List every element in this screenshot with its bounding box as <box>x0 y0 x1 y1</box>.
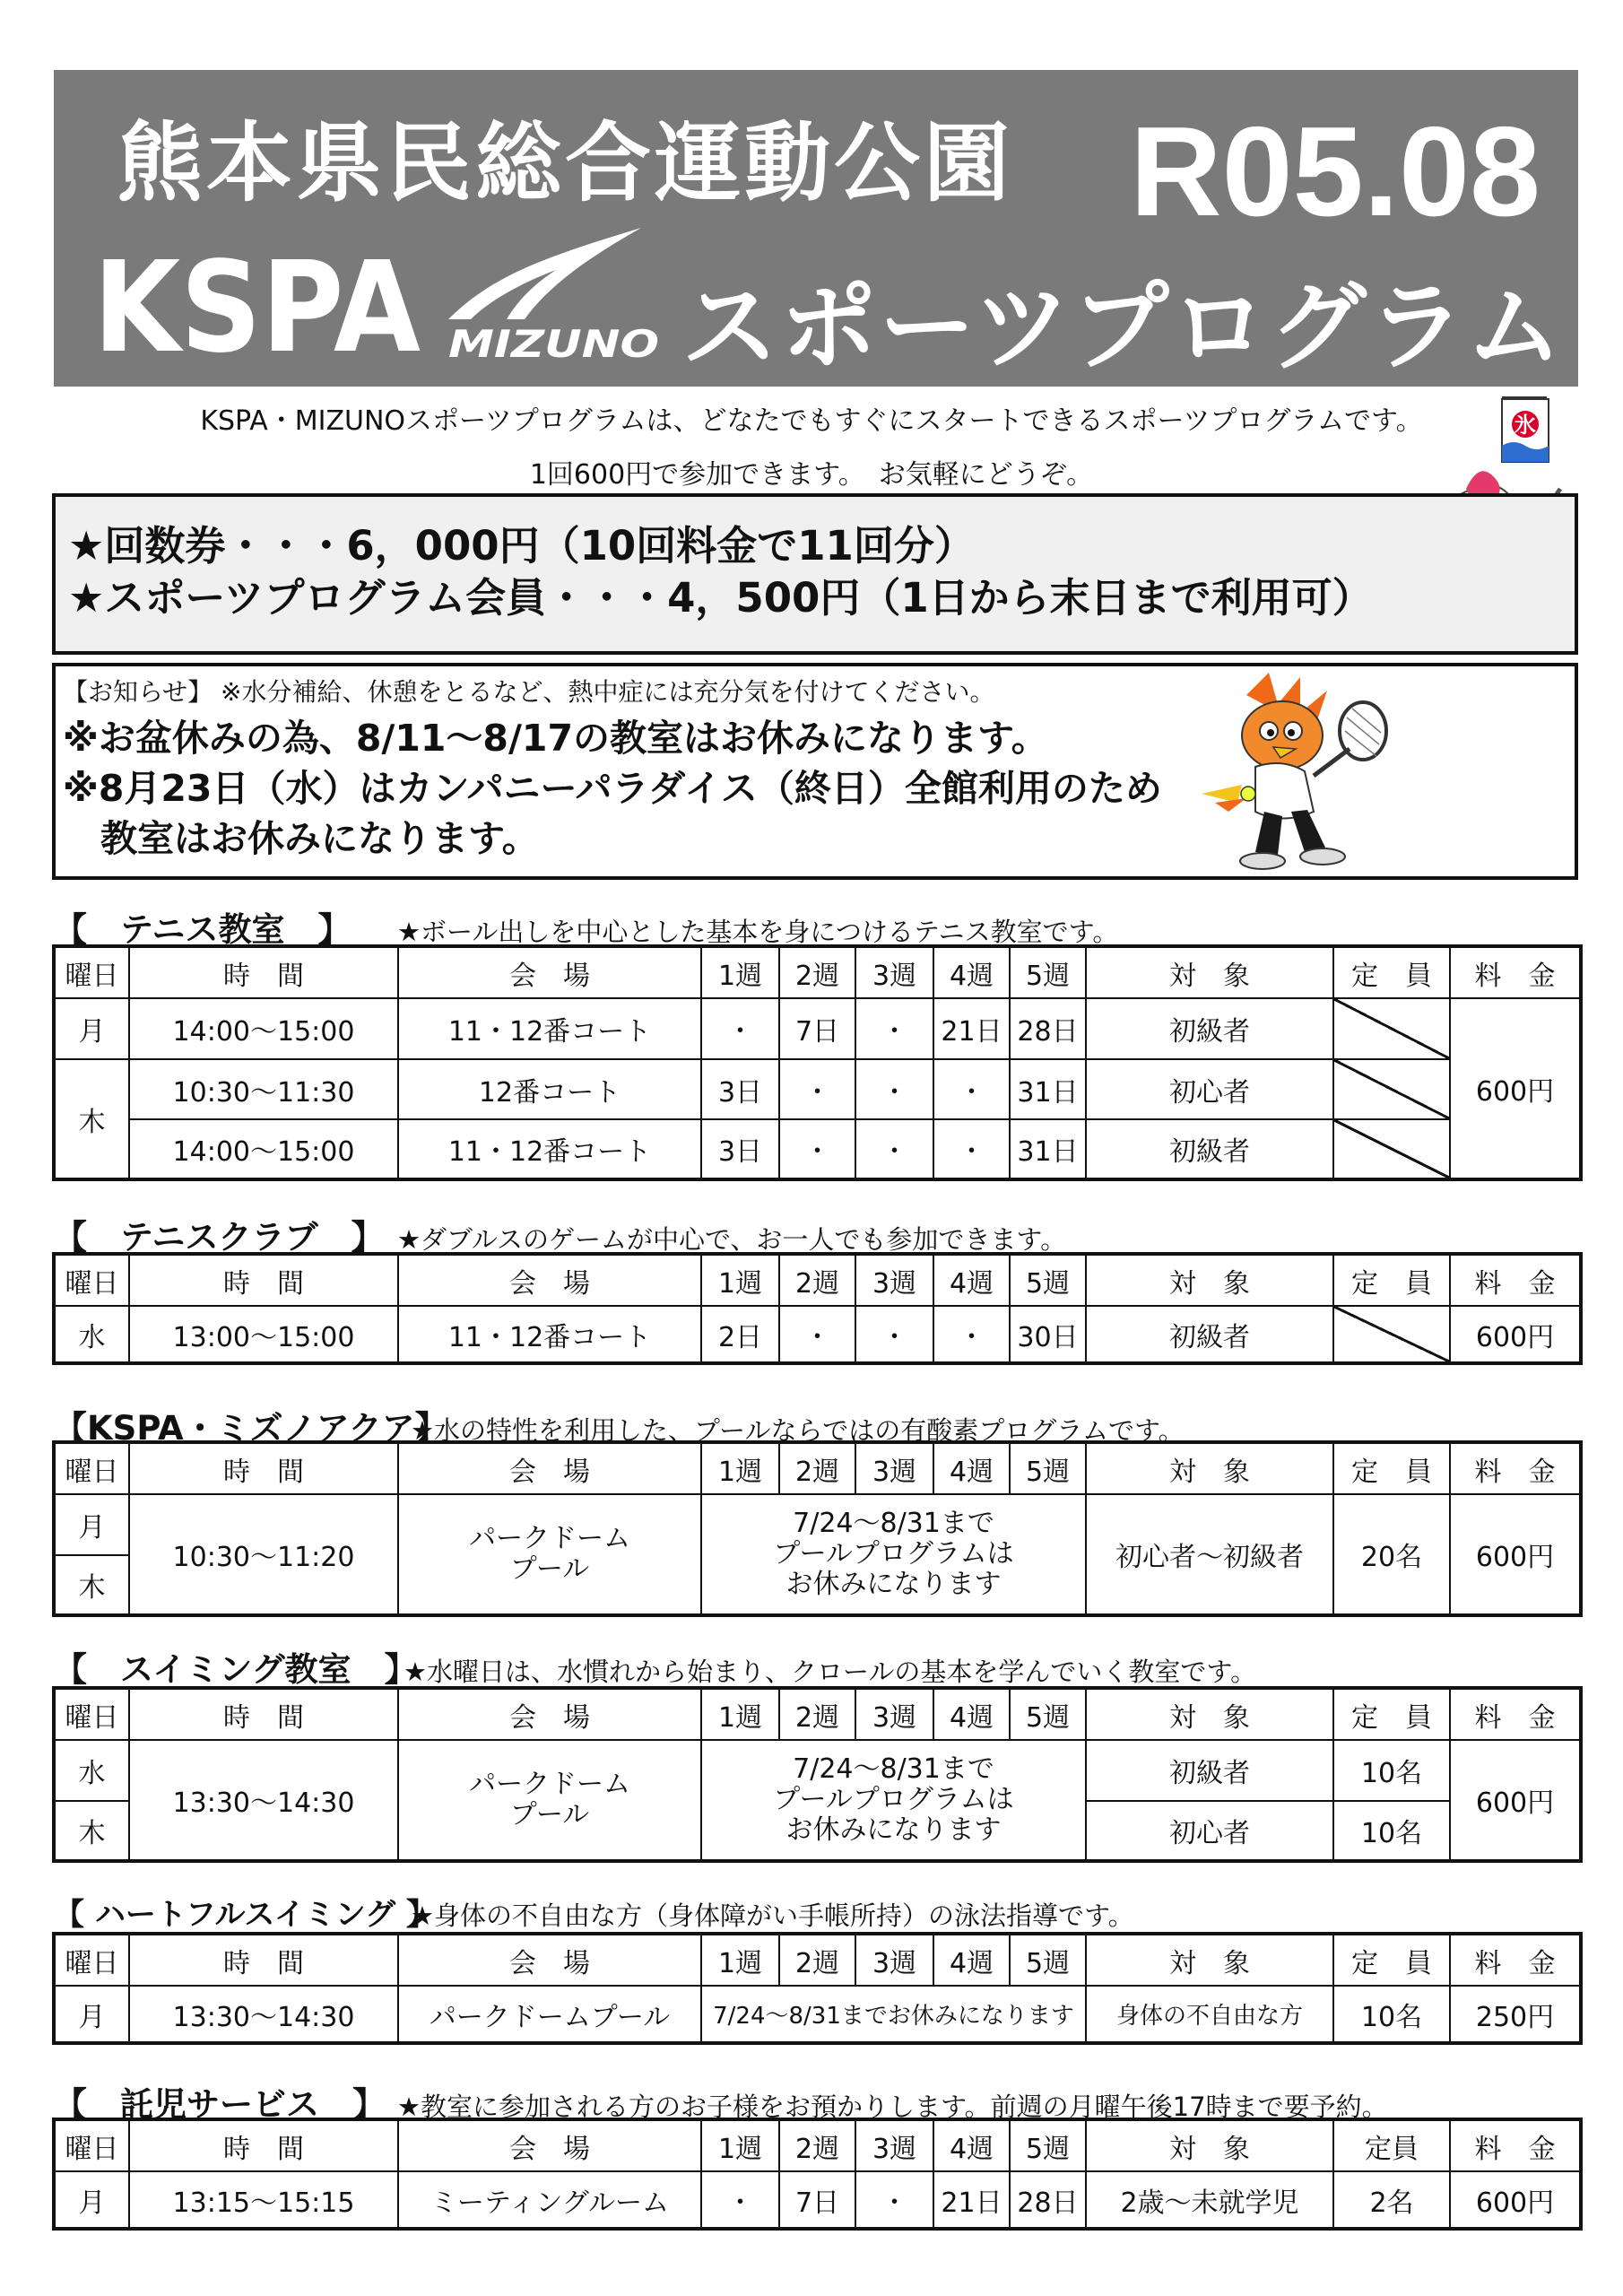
week1-cell: 3日 <box>701 1119 779 1179</box>
col-target: 対 象 <box>1086 1934 1333 1986</box>
col-week1: 1週 <box>701 2119 779 2171</box>
park-name: 熊本県民総合運動公園 <box>117 113 1013 213</box>
col-time: 時 間 <box>129 1688 398 1740</box>
col-capacity: 定 員 <box>1333 1934 1450 1986</box>
program-title: スポーツプログラム <box>681 272 1565 384</box>
col-venue: 会 場 <box>398 1688 701 1740</box>
tennis-club-header <box>54 1210 1066 1258</box>
col-week3: 3週 <box>855 1934 933 1986</box>
col-day: 曜日 <box>54 1934 129 1986</box>
day-cell: 木 <box>54 1801 129 1861</box>
kspa-logo <box>93 245 425 361</box>
col-week2: 2週 <box>779 1934 855 1986</box>
week2-cell: 7日 <box>779 2171 855 2229</box>
table-row <box>54 1740 1581 1801</box>
week3-cell: ・ <box>855 998 933 1059</box>
col-week2: 2週 <box>779 1254 855 1306</box>
day-cell: 水 <box>54 1740 129 1801</box>
time-cell: 13:30～14:30 <box>129 1740 398 1861</box>
company-event-notice: ※8月23日（水）はカンパニーパラダイス（終日）全館利用のため <box>63 767 1162 810</box>
week1-cell: 2日 <box>701 1306 779 1363</box>
day-cell: 月 <box>54 1494 129 1555</box>
week5-cell: 28日 <box>1010 2171 1086 2229</box>
time-cell: 14:00～15:00 <box>129 1119 398 1179</box>
col-capacity: 定 員 <box>1333 946 1450 998</box>
col-week1: 1週 <box>701 1442 779 1494</box>
table-row <box>54 1494 1581 1555</box>
company-event-notice-cont: 教室はお休みになります。 <box>100 817 539 860</box>
mizuno-logo <box>439 221 664 364</box>
venue-cell: 11・12番コート <box>398 1119 701 1179</box>
table-header-row <box>54 2119 1581 2171</box>
week3-cell: ・ <box>855 1119 933 1179</box>
venue-cell: 12番コート <box>398 1059 701 1119</box>
time-cell: 13:30～14:30 <box>129 1986 398 2043</box>
col-week2: 2週 <box>779 946 855 998</box>
col-day: 曜日 <box>54 1442 129 1494</box>
kakigori-flag-icon <box>1502 397 1549 462</box>
col-venue: 会 場 <box>398 1934 701 1986</box>
col-week1: 1週 <box>701 1254 779 1306</box>
swimming-table <box>52 1686 1583 1863</box>
col-week4: 4週 <box>933 2119 1010 2171</box>
col-week4: 4週 <box>933 1688 1010 1740</box>
col-week3: 3週 <box>855 1442 933 1494</box>
notice-line: お休みになります <box>785 1569 1002 1600</box>
fee-cell: 600円 <box>1450 2171 1581 2229</box>
col-week5: 5週 <box>1010 946 1086 998</box>
capacity-cell: 20名 <box>1333 1494 1450 1615</box>
notice-line: プールプログラムは <box>773 1538 1014 1570</box>
day-cell: 木 <box>54 1059 129 1179</box>
col-time: 時 間 <box>129 1254 398 1306</box>
week5-cell: 28日 <box>1010 998 1086 1059</box>
target-cell: 初級者 <box>1086 1119 1333 1179</box>
col-target: 対 象 <box>1086 2119 1333 2171</box>
table-row <box>54 998 1581 1059</box>
col-week4: 4週 <box>933 1442 1010 1494</box>
pool-closure-notice <box>701 1740 1086 1861</box>
capacity-cell: 10名 <box>1333 1740 1450 1801</box>
fee-cell: 600円 <box>1450 1740 1581 1861</box>
header-banner <box>54 70 1578 387</box>
week2-cell: ・ <box>779 1119 855 1179</box>
venue-cell <box>398 1740 701 1861</box>
section-description: ★ボール出しを中心とした基本を身につけるテニス教室です。 <box>397 917 1119 947</box>
target-cell: 初級者 <box>1086 998 1333 1059</box>
target-cell: 身体の不自由な方 <box>1086 1986 1333 2043</box>
table-row <box>54 1119 1581 1179</box>
table-header-row <box>54 946 1581 998</box>
section-title: 【 スイミング教室 】 <box>54 1650 418 1689</box>
col-day: 曜日 <box>54 946 129 998</box>
target-cell: 初級者 <box>1086 1740 1333 1801</box>
target-cell: 初心者 <box>1086 1059 1333 1119</box>
col-week5: 5週 <box>1010 1688 1086 1740</box>
col-week5: 5週 <box>1010 1254 1086 1306</box>
capacity-cell-empty <box>1333 1119 1450 1179</box>
col-venue: 会 場 <box>398 1254 701 1306</box>
venue-cell: 11・12番コート <box>398 998 701 1059</box>
col-week5: 5週 <box>1010 2119 1086 2171</box>
notice-line: プールプログラムは <box>773 1784 1014 1815</box>
col-capacity: 定 員 <box>1333 1688 1450 1740</box>
col-week2: 2週 <box>779 1442 855 1494</box>
col-fee: 料 金 <box>1450 1442 1581 1494</box>
col-target: 対 象 <box>1086 1254 1333 1306</box>
week5-cell: 30日 <box>1010 1306 1086 1363</box>
day-cell: 月 <box>54 1986 129 2043</box>
col-capacity: 定 員 <box>1333 1254 1450 1306</box>
col-target: 対 象 <box>1086 1688 1333 1740</box>
week1-cell: 3日 <box>701 1059 779 1119</box>
ice-kanji-icon: 氷 <box>1515 413 1536 438</box>
pricing-box <box>52 493 1578 655</box>
target-cell: 初級者 <box>1086 1306 1333 1363</box>
week3-cell: ・ <box>855 1059 933 1119</box>
time-cell: 13:15～15:15 <box>129 2171 398 2229</box>
edition-label: R05.08 <box>1130 100 1541 243</box>
col-fee: 料 金 <box>1450 1254 1581 1306</box>
col-week4: 4週 <box>933 946 1010 998</box>
col-time: 時 間 <box>129 1442 398 1494</box>
col-week2: 2週 <box>779 1688 855 1740</box>
section-description: ★身体の不自由な方（身体障がい手帳所持）の泳法指導です。 <box>411 1900 1134 1931</box>
week1-cell: ・ <box>701 2171 779 2229</box>
venue-line: パークドーム <box>469 1523 630 1554</box>
col-week2: 2週 <box>779 2119 855 2171</box>
section-title: 【 テニスクラブ 】 <box>54 1218 385 1257</box>
col-time: 時 間 <box>129 946 398 998</box>
col-day: 曜日 <box>54 1688 129 1740</box>
venue-line: プール <box>509 1799 590 1831</box>
fee-cell: 600円 <box>1450 1494 1581 1615</box>
section-title: 【 ハートフルスイミング 】 <box>54 1897 437 1933</box>
target-cell: 2歳～未就学児 <box>1086 2171 1333 2229</box>
day-cell: 月 <box>54 998 129 1059</box>
table-row <box>54 1059 1581 1119</box>
venue-line: パークドーム <box>469 1769 630 1800</box>
table-row <box>54 1306 1581 1363</box>
ticket-price: ★回数券・・・6，000円（10回料金で11回分） <box>68 522 975 570</box>
kspa-logo-text: KSPA <box>93 245 421 361</box>
week2-cell: 7日 <box>779 998 855 1059</box>
time-cell: 13:00～15:00 <box>129 1306 398 1363</box>
table-header-row <box>54 1442 1581 1494</box>
day-cell: 木 <box>54 1555 129 1615</box>
col-week4: 4週 <box>933 1934 1010 1986</box>
venue-cell <box>398 1494 701 1615</box>
fee-cell: 600円 <box>1450 998 1581 1179</box>
pool-closure-notice: 7/24～8/31までお休みになります <box>701 1986 1086 2043</box>
col-venue: 会 場 <box>398 946 701 998</box>
notice-line: お休みになります <box>785 1814 1002 1846</box>
target-cell: 初心者 <box>1086 1801 1333 1861</box>
col-time: 時 間 <box>129 2119 398 2171</box>
table-header-row <box>54 1934 1581 1986</box>
target-cell: 初心者～初級者 <box>1086 1494 1333 1615</box>
tennis-class-table <box>52 944 1583 1181</box>
col-fee: 料 金 <box>1450 1934 1581 1986</box>
col-target: 対 象 <box>1086 946 1333 998</box>
col-fee: 料 金 <box>1450 1688 1581 1740</box>
pool-closure-notice <box>701 1494 1086 1615</box>
col-day: 曜日 <box>54 2119 129 2171</box>
section-description: ★ダブルスのゲームが中心で、お一人でも参加できます。 <box>397 1224 1067 1255</box>
col-week3: 3週 <box>855 946 933 998</box>
col-venue: 会 場 <box>398 2119 701 2171</box>
day-cell: 水 <box>54 1306 129 1363</box>
heatstroke-notice: 【お知らせ】 ※水分補給、休憩をとるなど、熱中症には充分気を付けてください。 <box>63 677 995 707</box>
col-capacity: 定 員 <box>1333 1442 1450 1494</box>
time-cell: 14:00～15:00 <box>129 998 398 1059</box>
col-week5: 5週 <box>1010 1934 1086 1986</box>
section-description: ★水曜日は、水慣れから始まり、クロールの基本を学んでいく教室です。 <box>404 1657 1257 1687</box>
tennis-class-header <box>54 902 1118 951</box>
col-week3: 3週 <box>855 1688 933 1740</box>
week5-cell: 31日 <box>1010 1119 1086 1179</box>
capacity-cell: 2名 <box>1333 2171 1450 2229</box>
week3-cell: ・ <box>855 2171 933 2229</box>
time-cell: 10:30～11:20 <box>129 1494 398 1615</box>
col-week1: 1週 <box>701 946 779 998</box>
week4-cell: 21日 <box>933 998 1010 1059</box>
col-time: 時 間 <box>129 1934 398 1986</box>
fee-cell: 250円 <box>1450 1986 1581 2043</box>
col-fee: 料 金 <box>1450 946 1581 998</box>
week4-cell: 21日 <box>933 2171 1010 2229</box>
col-week3: 3週 <box>855 1254 933 1306</box>
week4-cell: ・ <box>933 1306 1010 1363</box>
section-description: ★水の特性を利用した、プールならではの有酸素プログラムです。 <box>411 1415 1185 1446</box>
table-header-row <box>54 1254 1581 1306</box>
capacity-cell: 10名 <box>1333 1986 1450 2043</box>
notice-line: 7/24～8/31まで <box>793 1508 994 1539</box>
mizuno-logo-text: MIZUNO <box>448 322 659 364</box>
section-title: 【 テニス教室 】 <box>54 910 352 949</box>
capacity-cell: 10名 <box>1333 1801 1450 1861</box>
capacity-cell-empty <box>1333 1306 1450 1363</box>
time-cell: 10:30～11:30 <box>129 1059 398 1119</box>
section-title: 【 託児サービス 】 <box>54 2085 386 2124</box>
section-title: 【KSPA・ミズノアクア】 <box>54 1409 448 1448</box>
col-week1: 1週 <box>701 1934 779 1986</box>
tennis-mascot-illustration <box>1193 668 1408 879</box>
col-fee: 料 金 <box>1450 2119 1581 2171</box>
childcare-table <box>52 2118 1583 2231</box>
fee-cell: 600円 <box>1450 1306 1581 1363</box>
venue-cell: ミーティングルーム <box>398 2171 701 2229</box>
week4-cell: ・ <box>933 1059 1010 1119</box>
membership-price: ★スポーツプログラム会員・・・4，500円（1日から末日まで利用可） <box>68 574 1373 622</box>
col-week5: 5週 <box>1010 1442 1086 1494</box>
capacity-cell-empty <box>1333 998 1450 1059</box>
week5-cell: 31日 <box>1010 1059 1086 1119</box>
venue-cell: パークドームプール <box>398 1986 701 2043</box>
capacity-cell-empty <box>1333 1059 1450 1119</box>
notice-line: 7/24～8/31まで <box>793 1753 994 1785</box>
week1-cell: ・ <box>701 998 779 1059</box>
venue-line: プール <box>509 1553 590 1585</box>
week4-cell: ・ <box>933 1119 1010 1179</box>
day-cell: 月 <box>54 2171 129 2229</box>
col-venue: 会 場 <box>398 1442 701 1494</box>
obon-closure-notice: ※お盆休みの為、8/11～8/17の教室はお休みになります。 <box>63 717 1048 760</box>
intro-price-text: 1回600円で参加できます。 お気軽にどうぞ。 <box>529 459 1094 491</box>
venue-cell: 11・12番コート <box>398 1306 701 1363</box>
heartful-header <box>54 1890 1134 1934</box>
tennis-club-table <box>52 1252 1583 1365</box>
week3-cell: ・ <box>855 1306 933 1363</box>
col-week1: 1週 <box>701 1688 779 1740</box>
swimming-header <box>54 1642 1256 1691</box>
section-description: ★教室に参加される方のお子様をお預かりします。前週の月曜午後17時まで要予約。 <box>397 2092 1388 2122</box>
table-row <box>54 1986 1581 2043</box>
week2-cell: ・ <box>779 1059 855 1119</box>
col-week3: 3週 <box>855 2119 933 2171</box>
col-week4: 4週 <box>933 1254 1010 1306</box>
heartful-table <box>52 1932 1583 2045</box>
week2-cell: ・ <box>779 1306 855 1363</box>
col-day: 曜日 <box>54 1254 129 1306</box>
aqua-table <box>52 1440 1583 1617</box>
table-row <box>54 2171 1581 2229</box>
col-target: 対 象 <box>1086 1442 1333 1494</box>
table-header-row <box>54 1688 1581 1740</box>
mascot-icon <box>1202 673 1386 869</box>
intro-text: KSPA・MIZUNOスポーツプログラムは、どなたでもすぐにスタートできるスポーツプログラムです。 <box>200 405 1423 437</box>
col-capacity: 定員 <box>1333 2119 1450 2171</box>
